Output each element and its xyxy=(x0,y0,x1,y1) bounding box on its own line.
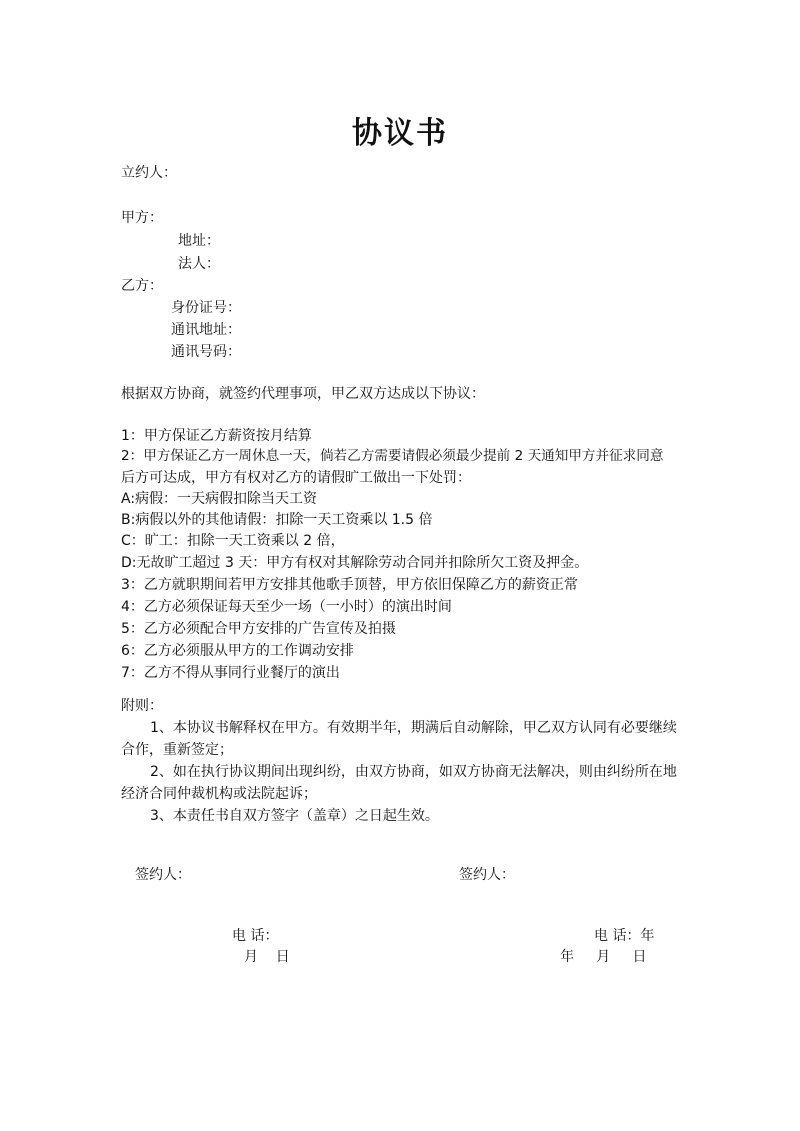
right-signer-label: 签约人： xyxy=(459,867,515,883)
party-a-address-label: 地址： xyxy=(178,233,220,249)
intro-text: 根据双方协商，就签约代理事项，甲乙双方达成以下协议： xyxy=(121,386,485,402)
supplementary-1-line-2: 合作，重新签定； xyxy=(121,742,233,758)
clause-1: 1：甲方保证乙方薪资按月结算 xyxy=(121,428,312,444)
clause-3: 3：乙方就职期间若甲方安排其他歌手顶替，甲方依旧保障乙方的薪资正常 xyxy=(121,577,578,593)
clause-5: 5：乙方必须配合甲方安排的广告宣传及拍摄 xyxy=(121,621,396,637)
left-signer-label: 签约人： xyxy=(135,867,191,883)
clause-7: 7：乙方不得从事同行业餐厅的演出 xyxy=(121,665,340,681)
clause-2-line-1: 2：甲方保证乙方一周休息一天，倘若乙方需要请假必须最少提前 2 天通知甲方并征求同意 xyxy=(121,448,664,464)
clause-6: 6：乙方必须服从甲方的工作调动安排 xyxy=(121,643,354,659)
document-title: 协议书 xyxy=(352,116,448,151)
clause-a: A:病假：一天病假扣除当天工资 xyxy=(121,491,318,507)
right-date-label: 年 月 日 xyxy=(560,949,647,965)
supplementary-3: 3、本责任书自双方签字（盖章）之日起生效。 xyxy=(150,808,439,824)
clause-2-line-2: 后方可达成，甲方有权对乙方的请假旷工做出一下处罚： xyxy=(121,470,471,486)
party-b-id-label: 身份证号： xyxy=(171,300,241,316)
supplementary-2-line-2: 经济合同仲裁机构或法院起诉； xyxy=(121,786,317,802)
supplementary-2-line-1: 2、如在执行协议期间出现纠纷，由双方协商，如双方协商无法解决，则由纠纷所在地 xyxy=(150,764,677,780)
party-a-legal-rep-label: 法人： xyxy=(178,256,220,272)
supplementary-1-line-1: 1、本协议书解释权在甲方。有效期半年，期满后自动解除，甲乙双方认同有必要继续 xyxy=(150,720,677,736)
party-b-address-label: 通讯地址： xyxy=(171,322,241,338)
left-date-label: 月 日 xyxy=(244,949,290,965)
clause-d: D:无故旷工超过 3 天：甲方有权对其解除劳动合同并扣除所欠工资及押金。 xyxy=(121,555,589,571)
party-b-phone-label: 通讯号码： xyxy=(171,344,241,360)
clause-c: C：旷工：扣除一天工资乘以 2 倍， xyxy=(121,533,345,549)
clause-b: B:病假以外的其他请假：扣除一天工资乘以 1.5 倍 xyxy=(121,512,433,528)
supplementary-heading: 附则： xyxy=(121,698,163,714)
left-phone-label: 电 话： xyxy=(232,928,279,944)
lizhuren-label: 立约人： xyxy=(121,165,177,181)
right-phone-label: 电 话：年 xyxy=(594,928,655,944)
party-a-label: 甲方： xyxy=(121,210,163,226)
party-b-label: 乙方： xyxy=(121,278,163,294)
clause-4: 4：乙方必须保证每天至少一场（一小时）的演出时间 xyxy=(121,599,452,615)
